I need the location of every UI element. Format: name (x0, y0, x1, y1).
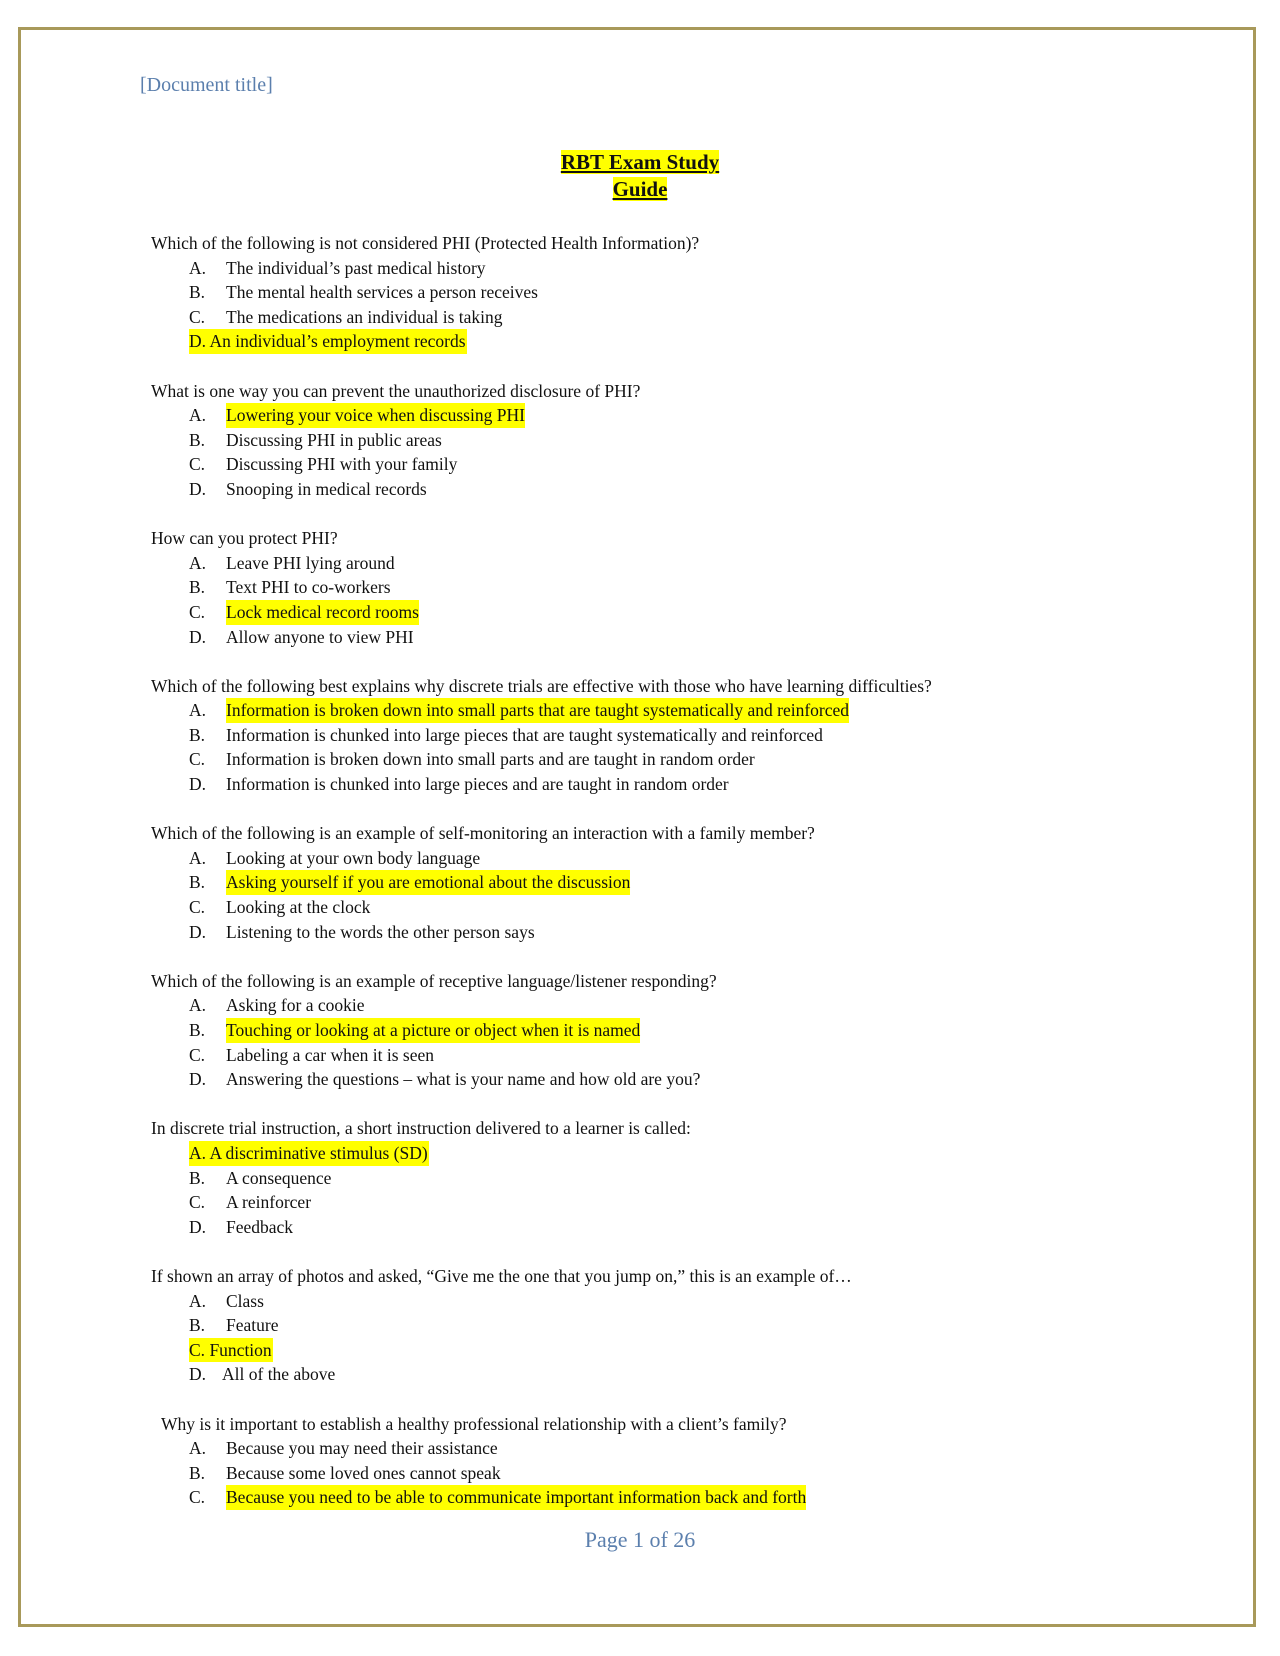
answer-option (151, 1313, 1211, 1338)
answer-option (151, 625, 1211, 650)
option-letter: C. (189, 1044, 206, 1065)
option-text: All of the above (222, 1364, 336, 1385)
answer-option (151, 551, 1211, 576)
option-text: Class (226, 1290, 264, 1311)
option-text: Because you need to be able to communicate important information back and forth (226, 1485, 806, 1510)
option-letter: C. (189, 749, 206, 770)
option-letter: C. (189, 454, 206, 475)
option-text: The medications an individual is taking (226, 306, 503, 327)
option-letter: A. (189, 1290, 207, 1311)
question-text: Which of the following best explains why discrete trials are effective with those who have learning difficulties? (151, 675, 932, 696)
answer-option (151, 1289, 1211, 1314)
answer-option (151, 477, 1211, 502)
question-text: Which of the following is an example of receptive language/listener responding? (151, 970, 717, 991)
answer-option-correct (151, 1018, 1211, 1043)
option-letter: D. (189, 478, 207, 499)
option-text: Labeling a car when it is seen (226, 1044, 434, 1065)
answer-option (151, 895, 1211, 920)
option-text: Allow anyone to view PHI (226, 626, 414, 647)
answer-option (151, 1215, 1211, 1240)
question-text: Why is it important to establish a healthy professional relationship with a client’s family? (161, 1413, 787, 1434)
option-text: Lowering your voice when discussing PHI (226, 403, 525, 428)
answer-option (151, 747, 1211, 772)
option-text: Discussing PHI with your family (226, 454, 458, 475)
option-text: Listening to the words the other person says (226, 921, 535, 942)
answer-option (151, 920, 1211, 945)
option-text: Touching or looking at a picture or object when it is named (226, 1018, 640, 1043)
answer-option (151, 723, 1211, 748)
answer-option (151, 452, 1211, 477)
option-letter: A. (189, 995, 207, 1016)
option-letter: B. (189, 724, 206, 745)
option-text: Because some loved ones cannot speak (226, 1462, 501, 1483)
answer-option (151, 280, 1211, 305)
option-letter: D. (189, 1069, 207, 1090)
option-text: Leave PHI lying around (226, 552, 395, 573)
option-text: A reinforcer (226, 1192, 312, 1213)
option-text: Information is chunked into large pieces and are taught in random order (226, 774, 729, 795)
option-text: Information is chunked into large pieces that are taught systematically and reinforced (226, 724, 823, 745)
option-text: Snooping in medical records (226, 478, 427, 499)
option-letter: A. (189, 405, 207, 426)
option-letter: D. (189, 921, 207, 942)
answer-option-correct (151, 403, 1211, 428)
option-letter: D. (189, 331, 207, 352)
heading-line-1: RBT Exam Study (560, 150, 720, 174)
option-text: An individual’s employment records (209, 331, 466, 352)
option-text: A discriminative stimulus (SD) (209, 1142, 428, 1163)
option-text: Lock medical record rooms (226, 600, 419, 625)
question-text: Which of the following is not considered PHI (Protected Health Information)? (151, 233, 700, 253)
option-letter: D. (189, 626, 207, 647)
answer-option-correct (151, 600, 1211, 625)
option-text: Information is broken down into small parts that are taught systematically and reinforced (226, 698, 849, 723)
option-letter: C. (189, 306, 206, 327)
option-letter: A. (189, 847, 207, 868)
option-letter: B. (189, 1167, 206, 1188)
question-3 (151, 526, 1211, 649)
option-letter: C. (189, 601, 206, 622)
answer-option (151, 1067, 1211, 1092)
question-4 (151, 674, 1211, 797)
answer-option (151, 993, 1211, 1018)
question-text: What is one way you can prevent the unauthorized disclosure of PHI? (151, 380, 641, 401)
answer-option (151, 1461, 1211, 1486)
option-text: Discussing PHI in public areas (226, 429, 442, 450)
option-text: Feedback (226, 1216, 294, 1237)
question-text: Which of the following is an example of self-monitoring an interaction with a family member? (151, 823, 815, 844)
answer-option (151, 846, 1211, 871)
option-letter: B. (189, 1462, 206, 1483)
question-1 (151, 231, 1211, 354)
option-letter: D. (189, 774, 207, 795)
option-text: Answering the questions – what is your name and how old are you? (226, 1069, 701, 1090)
answer-option-correct (151, 1338, 1211, 1363)
answer-option-correct (151, 329, 1211, 354)
question-8 (151, 1264, 1211, 1387)
heading-line-2: Guide (612, 177, 668, 201)
answer-option (151, 428, 1211, 453)
question-text: In discrete trial instruction, a short instruction delivered to a learner is called: (151, 1118, 691, 1139)
question-9 (151, 1412, 1211, 1510)
option-text: The mental health services a person receives (226, 282, 538, 303)
answer-option (151, 772, 1211, 797)
option-letter: A. (189, 700, 207, 721)
question-6 (151, 969, 1211, 1092)
page-number: Page 1 of 26 (584, 1527, 696, 1552)
answer-option-correct (151, 1141, 1211, 1166)
option-text: Looking at the clock (226, 897, 371, 918)
option-letter: B. (189, 429, 206, 450)
answer-option-correct (151, 1485, 1211, 1510)
option-letter: B. (189, 1315, 206, 1336)
option-letter: C. (189, 897, 206, 918)
question-text: If shown an array of photos and asked, “Give me the one that you jump on,” this is an example of… (151, 1265, 852, 1286)
option-text: Feature (226, 1315, 279, 1336)
option-text: A consequence (226, 1167, 332, 1188)
option-letter: B. (189, 282, 206, 303)
option-letter: B. (189, 872, 206, 893)
option-text: Information is broken down into small parts and are taught in random order (226, 749, 755, 770)
option-text: Looking at your own body language (226, 847, 481, 868)
option-text: The individual’s past medical history (226, 257, 486, 278)
answer-option (151, 1043, 1211, 1068)
option-letter: B. (189, 577, 206, 598)
option-letter: C. (189, 1192, 206, 1213)
answer-option-correct (151, 870, 1211, 895)
question-list (151, 231, 1211, 1534)
option-letter: C. (189, 1487, 206, 1508)
document-title-placeholder[interactable]: [Document title] (140, 74, 273, 96)
answer-option (151, 1362, 1211, 1387)
option-text: Function (209, 1339, 272, 1360)
option-letter: D. (189, 1216, 207, 1237)
answer-option (151, 1166, 1211, 1191)
option-letter: D. (189, 1364, 207, 1385)
question-text: How can you protect PHI? (151, 528, 338, 549)
answer-option (151, 305, 1211, 330)
page-heading (0, 149, 1280, 203)
answer-option (151, 575, 1211, 600)
option-text: Text PHI to co-workers (226, 577, 391, 598)
question-5 (151, 821, 1211, 944)
question-2 (151, 379, 1211, 502)
option-text: Asking for a cookie (226, 995, 365, 1016)
answer-option (151, 1190, 1211, 1215)
answer-option (151, 256, 1211, 281)
option-letter: C. (189, 1339, 206, 1360)
answer-option-correct (151, 698, 1211, 723)
option-letter: A. (189, 257, 207, 278)
option-letter: B. (189, 1020, 206, 1040)
option-text: Asking yourself if you are emotional about the discussion (226, 870, 630, 895)
answer-option (151, 1436, 1211, 1461)
option-letter: A. (189, 1438, 207, 1459)
option-text: Because you may need their assistance (226, 1438, 498, 1459)
option-letter: A. (189, 1142, 207, 1163)
option-letter: A. (189, 552, 207, 573)
question-7 (151, 1116, 1211, 1239)
